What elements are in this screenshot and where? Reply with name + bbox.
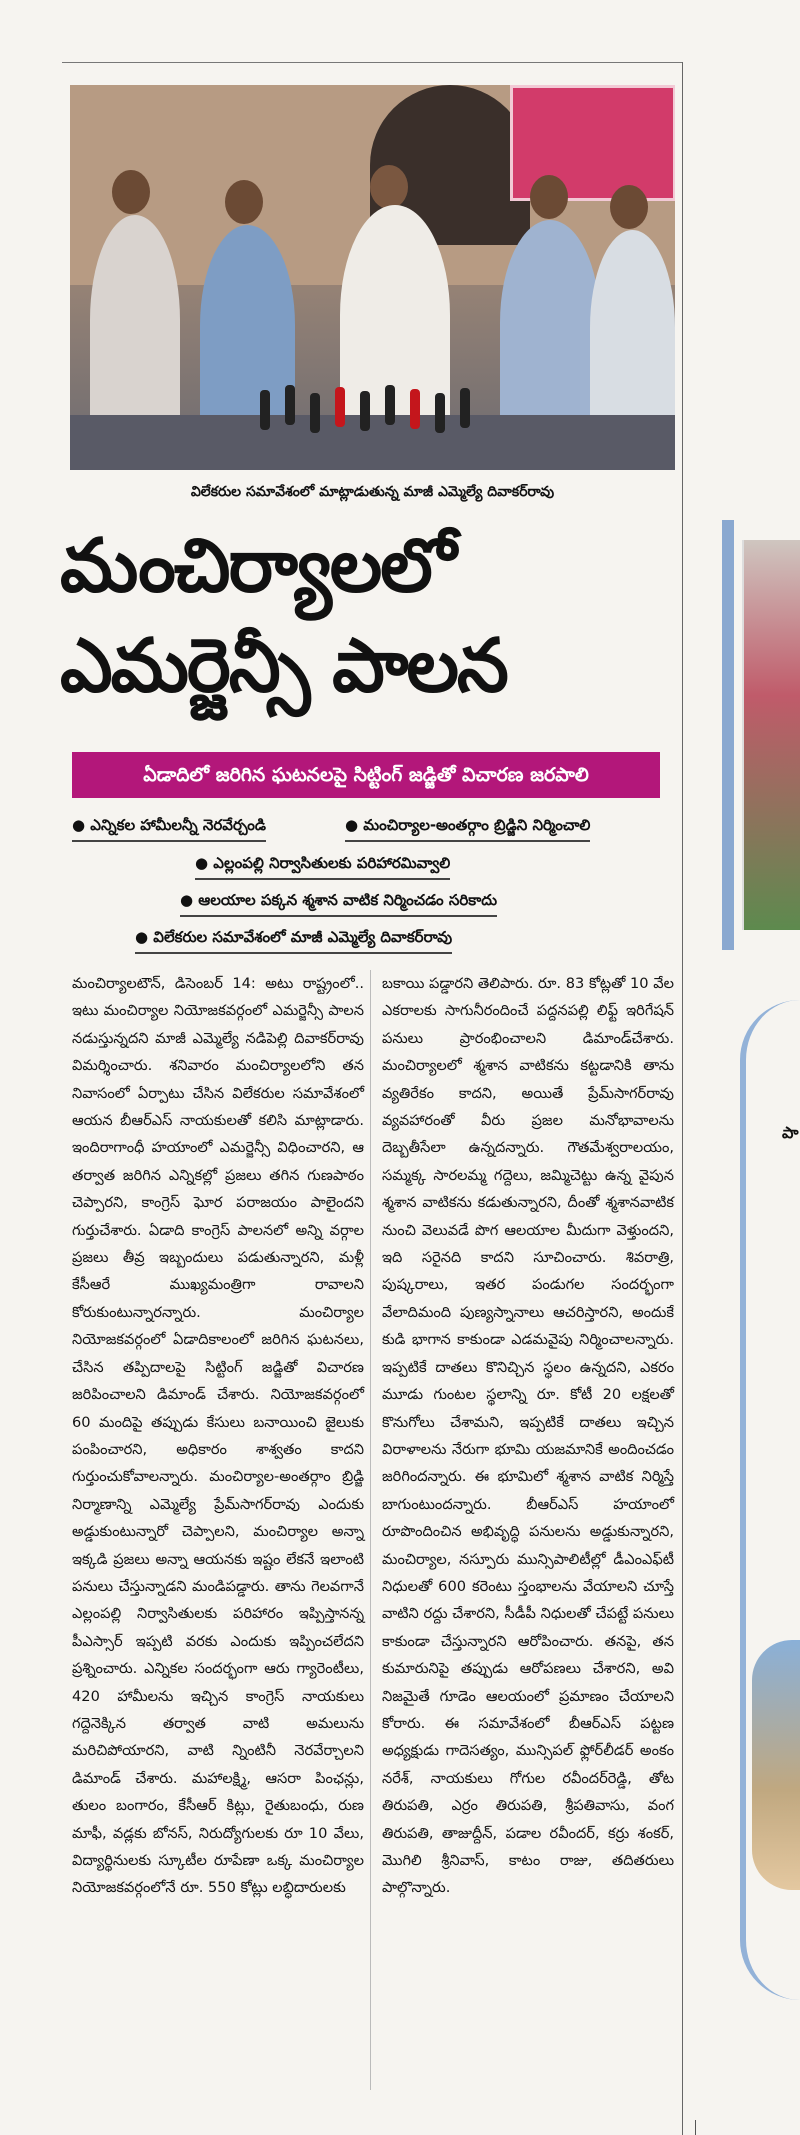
adjacent-article-photo-2 bbox=[752, 1640, 800, 1890]
person-head bbox=[225, 180, 263, 224]
bullet-point: ● విలేకరుల సమావేశంలో మాజీ ఎమ్మెల్యే దివాకర్‌రావు bbox=[135, 924, 452, 954]
bullet-point: ● ఎల్లంపల్లి నిర్వాసితులకు పరిహారమివ్వాలి bbox=[195, 850, 450, 880]
column-rule bbox=[682, 62, 683, 2135]
person-head bbox=[610, 185, 648, 229]
person-head bbox=[530, 175, 568, 219]
microphones bbox=[250, 385, 500, 435]
person-head bbox=[370, 165, 408, 209]
person-head bbox=[112, 170, 150, 214]
photo-caption: విలేకరుల సమావేశంలో మాట్లాడుతున్న మాజీ ఎమ్మెల్యే దివాకర్‌రావు bbox=[190, 484, 555, 500]
bullet-point: ● ఆలయాల పక్కన శ్మశాన వాటిక నిర్మించడం సరికాదు bbox=[180, 887, 497, 917]
top-rule bbox=[62, 62, 682, 63]
bullet-point: ● మంచిర్యాల-అంతర్గాం బ్రిడ్జిని నిర్మించాలి bbox=[345, 812, 590, 842]
column-divider bbox=[370, 970, 371, 2090]
article-column-left: మంచిర్యాలటౌన్, డిసెంబర్ 14: అటు రాష్ట్రంలో.. ఇటు మంచిర్యాల నియోజకవర్గంలో ఎమర్జెన్సీ పాలన నడుస్తున్నదని మాజీ ఎమ్మెల్యే నడిపెల్లి దివాకర్‌రావు విమర్శించారు. శనివారం మంచిర్యాలలోని తన నివాసంలో ఏర్పాటు చేసిన విలేకరుల సమావేశంలో ఆయన బీఆర్‌ఎస్ నాయకులతో కలిసి మాట్లాడారు. ఇందిరాగాంధీ హయాంలో ఎమర్జెన్సీ విధించారని, ఆ తర్వాత జరిగిన ఎన్నికల్లో ప్రజలు తగిన గుణపాఠం చెప్పారని, కాంగ్రెస్ ఘోర పరాజయం పాలైందని గుర్తుచేశారు. ఏడాది కాంగ్రెస్ పాలనలో అన్ని వర్గాల ప్రజలు తీవ్ర ఇబ్బందులు పడుతున్నారని, మళ్లీ కేసీఆరే ముఖ్యమంత్రిగా రావాలని కోరుకుంటున్నారన్నారు. మంచిర్యాల నియోజకవర్గంలో ఏడాదికాలంలో జరిగిన ఘటనలు, చేసిన తప్పిదాలపై సిట్టింగ్ జడ్జితో విచారణ జరిపించాలని డిమాండ్ చేశారు. నియోజకవర్గంలో 60 మందిపై తప్పుడు కేసులు బనాయించి జైలుకు పంపించారని, అధికారం శాశ్వతం కాదని గుర్తుంచుకోవాలన్నారు. మంచిర్యాల-అంతర్గాం బ్రిడ్జి నిర్మాణాన్ని ఎమ్మెల్యే ప్రేమ్‌సాగర్‌రావు ఎందుకు అడ్డుకుంటున్నారో చెప్పాలని, మంచిర్యాల అన్నా ఇక్కడి ప్రజలు అన్నా ఆయనకు ఇష్టం లేకనే ఇలాంటి పనులు చేస్తున్నాడని మండిపడ్డారు. తాను గెలవగానే ఎల్లంపల్లి నిర్వాసితులకు పరిహారం ఇప్పిస్తానన్న పీఎస్సార్ ఇప్పటి వరకు ఎందుకు ఇప్పించలేదని ప్రశ్నించారు. ఎన్నికల సందర్భంగా ఆరు గ్యారెంటీలు, 420 హామీలను ఇచ్చిన కాంగ్రెస్ నాయకులు గద్దెనెక్కిన తర్వాత వాటి అమలును మరిచిపోయారని, వాటి న్నింటినీ నెరవేర్చాలని డిమాండ్ చేశారు. మహాలక్ష్మి, ఆసరా పింఛన్లు, తులం బంగారం, కేసీఆర్ కిట్లు, రైతుబంధు, రుణ మాఫీ, వడ్లకు బోనస్, నిరుద్యోగులకు రూ 10 వేలు, విద్యార్థినులకు స్కూటీల రూపేణా ఒక్క మంచిర్యాల నియోజకవర్గంలోనే రూ. 550 కోట్లు లబ్ధిదారులకు bbox=[72, 975, 364, 1897]
bullet-point: ● ఎన్నికల హామీలన్నీ నెరవేర్చండి bbox=[72, 812, 266, 842]
adjacent-article-border bbox=[722, 520, 734, 950]
headline-line-2: ఎమర్జెన్సీ పాలన bbox=[60, 623, 507, 709]
adjacent-article-fragment: పా bbox=[782, 1123, 799, 1142]
headline-line-1: మంచిర్యాలలో bbox=[60, 523, 455, 609]
person bbox=[90, 215, 180, 425]
subheadline: ఏడాదిలో జరిగిన ఘటనలపై సిట్టింగ్ జడ్జితో విచారణ జరపాలి bbox=[72, 752, 660, 798]
person bbox=[590, 230, 675, 425]
adjacent-article-photo bbox=[742, 540, 800, 930]
article-column-right: బకాయి పడ్డారని తెలిపారు. రూ. 83 కోట్లతో 10 వేల ఎకరాలకు సాగునీరందించే పద్దనపల్లి లిఫ్ట్ ఇరిగేషన్ పనులు ప్రారంభించాలని డిమాండ్‌చేశారు. మంచిర్యాలలో శ్మశాన వాటికను కట్టడానికి తాను వ్యతిరేకం కాదని, అయితే ప్రేమ్‌సాగర్‌రావు వ్యవహారంతో వీరు ప్రజల మనోభావాలను దెబ్బతీసేలా ఉన్నదన్నారు. గౌతమేశ్వరాలయం, సమ్మక్క సారలమ్మ గద్దెలు, జమ్మిచెట్టు ఉన్న వైపున శ్మశాన వాటికను కడుతున్నారని, దీంతో శ్మశానవాటిక నుంచి వెలువడే పొగ ఆలయాల మీదుగా వెళ్తుందని, ఇది సరైనది కాదని సూచించారు. శివరాత్రి, పుష్కరాలు, ఇతర పండుగల సందర్భంగా వేలాదిమంది పుణ్యస్నానాలు ఆచరిస్తారని, అందుకే కుడి భాగాన కాకుండా ఎడమవైపు నిర్మించాలన్నారు. ఇప్పటికే దాతలు కొనిచ్చిన స్థలం ఉన్నదని, ఎకరం మూడు గుంటల స్థలాన్ని రూ. కోటీ 20 లక్షలతో కొనుగోలు చేశామని, ఇప్పటికే దాతలు ఇచ్చిన విరాళాలను నేరుగా భూమి యజమానికే అందించడం జరిగిందన్నారు. ఈ భూమిలో శ్మశాన వాటిక నిర్మిస్తే బాగుంటుందన్నారు. బీఆర్‌ఎస్ హయాంలో రూపొందించిన అభివృద్ధి పనులను అడ్డుకున్నారని, మంచిర్యాల, నస్పూరు మున్సిపాలిటీల్లో డీఎంఎఫ్‌టీ నిధులతో 600 కరెంటు స్తంభాలను వేయాలని చూస్తే వాటిని రద్దు చేశారని, సీడీపీ నిధులతో చేపట్టే పనులు కాకుండా చేస్తున్నారని ఆరోపించారు. తనపై, తన కుమారునిపై తప్పుడు ఆరోపణలు చేశారని, అవి నిజమైతే గూడెం ఆలయంలో ప్రమాణం చేయాలని కోరారు. ఈ సమావేశంలో బీఆర్‌ఎస్ పట్టణ అధ్యక్షుడు గాదెసత్యం, మున్సిపల్ ఫ్లోర్‌లీడర్ అంకం నరేశ్, నాయకులు గోగుల రవీందర్‌రెడ్డి, తోట తిరుపతి, ఎర్రం తిరుపతి, శ్రీపతివాసు, వంగ తిరుపతి, తాజుద్దీన్, పడాల రవీందర్, కర్రు శంకర్, మొగిలి శ్రీనివాస్, కాటం రాజు, తదితరులు పాల్గొన్నారు. bbox=[382, 975, 674, 1897]
page-tick bbox=[695, 2120, 696, 2135]
press-meet-photo bbox=[70, 85, 675, 470]
person bbox=[500, 220, 600, 425]
